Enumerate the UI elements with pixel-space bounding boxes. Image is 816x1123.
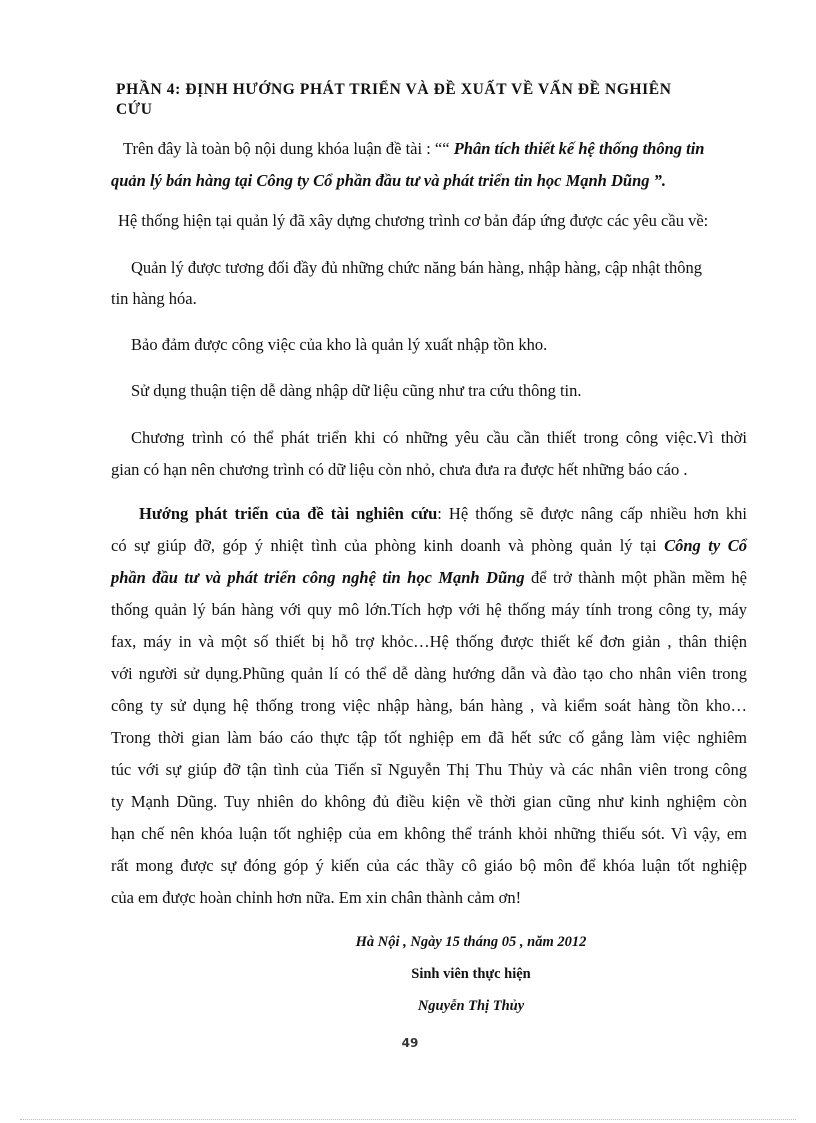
direction-line-4: thống quản lý bán hàng với quy mô lớn.Tích hợp với hệ thống máy tính trong công ty, máy	[111, 600, 747, 619]
signature-name: Nguyễn Thị Thủy	[417, 998, 525, 1014]
point-4-line-1: Chương trình có thể phát triển khi có những yêu cầu cần thiết trong công việc.Vì thời	[131, 428, 747, 447]
direction-line-5: fax, máy in và một số thiết bị hỗ trợ khỏc…Hệ thống được thiết kế đơn giản , thân thiện	[111, 632, 747, 651]
page-bottom-rule	[20, 1119, 796, 1120]
direction-line-12: rất mong được sự đóng góp ý kiến của các thầy cô giáo bộ môn để khóa luận tốt nghiệp	[111, 856, 747, 875]
company-name-part-1: Công ty Cổ	[664, 536, 747, 555]
direction-line-13: của em được hoàn chỉnh hơn nữa. Em xin chân thành cảm ơn!	[111, 888, 522, 907]
direction-line-2-text: có sự giúp đỡ, góp ý nhiệt tình của phòng kinh doanh và phòng quản lý tại	[111, 536, 657, 555]
intro-prefix: Trên đây là toàn bộ nội dung khóa luận đề tài : ““	[123, 139, 450, 158]
direction-line-1	[139, 503, 747, 525]
direction-line-9: túc với sự giúp đỡ tận tình của Tiến sĩ Nguyễn Thị Thu Thủy và các nhân viên trong công	[111, 760, 747, 779]
company-name-part-2: phần đầu tư và phát triển công nghệ tin học Mạnh Dũng	[111, 568, 525, 587]
direction-label: Hướng phát triển của đề tài nghiên cứu	[139, 504, 438, 523]
direction-line-6: với người sử dụng.Phũng quản lí có thể dễ dàng hướng dẫn và đào tạo cho nhân viên trong	[111, 664, 747, 683]
section-heading-line-1: PHẦN 4: ĐỊNH HƯỚNG PHÁT TRIỂN VÀ ĐỀ XUẤT VỀ VẤN ĐỀ NGHIÊN	[116, 81, 672, 98]
point-1-line-1: Quản lý được tương đối đầy đủ những chức năng bán hàng, nhập hàng, cập nhật thông	[131, 258, 703, 277]
direction-line-3-rest: để trở thành một phần mềm hệ	[531, 568, 748, 587]
direction-line-7: công ty sử dụng hệ thống trong việc nhập hàng, bán hàng , và kiểm soát hàng tồn kho…	[111, 696, 747, 715]
point-4-line-2: gian có hạn nên chương trình có dữ liệu còn nhỏ, chưa đưa ra được hết những báo cáo .	[111, 460, 688, 479]
summary-text: Hệ thống hiện tại quản lý đã xây dựng chương trình cơ bản đáp ứng được các yêu cầu về:	[118, 211, 709, 230]
thesis-title-part-2: quản lý bán hàng tại Công ty Cổ phần đầu tư và phát triển tin học Mạnh Dũng ”.	[111, 171, 666, 190]
point-1-line-2: tin hàng hóa.	[111, 289, 197, 308]
direction-line-2	[111, 535, 747, 557]
section-heading	[116, 80, 736, 120]
direction-line-3	[111, 567, 747, 589]
direction-line-8: Trong thời gian làm báo cáo thực tập tốt nghiệp em đã hết sức cố gắng làm việc nghiêm	[111, 728, 747, 747]
direction-line-10: ty Mạnh Dũng. Tuy nhiên do không đủ điều kiện về thời gian cũng như kinh nghiệm còn	[111, 792, 747, 811]
thesis-title-part-1: Phân tích thiết kế hệ thống thông tin	[453, 139, 705, 158]
point-2-text: Bảo đảm được công việc của kho là quản lý xuất nhập tồn kho.	[131, 335, 548, 354]
point-3-text: Sử dụng thuận tiện dễ dàng nhập dữ liệu cũng như tra cứu thông tin.	[131, 381, 582, 400]
page-number: 49	[401, 1036, 419, 1050]
intro-line-1	[123, 138, 759, 160]
direction-line-1-rest: : Hệ thống sẽ được nâng cấp nhiều hơn khi	[437, 504, 747, 523]
direction-line-11: hạn chế nên khóa luận tốt nghiệp của em không thể tránh khỏi những thiếu sót. Vì vậy, em	[111, 824, 747, 843]
signature-place-date: Hà Nội , Ngày 15 tháng 05 , năm 2012	[355, 934, 587, 950]
section-heading-line-2: CỨU	[116, 101, 153, 118]
signature-role: Sinh viên thực hiện	[411, 966, 531, 982]
